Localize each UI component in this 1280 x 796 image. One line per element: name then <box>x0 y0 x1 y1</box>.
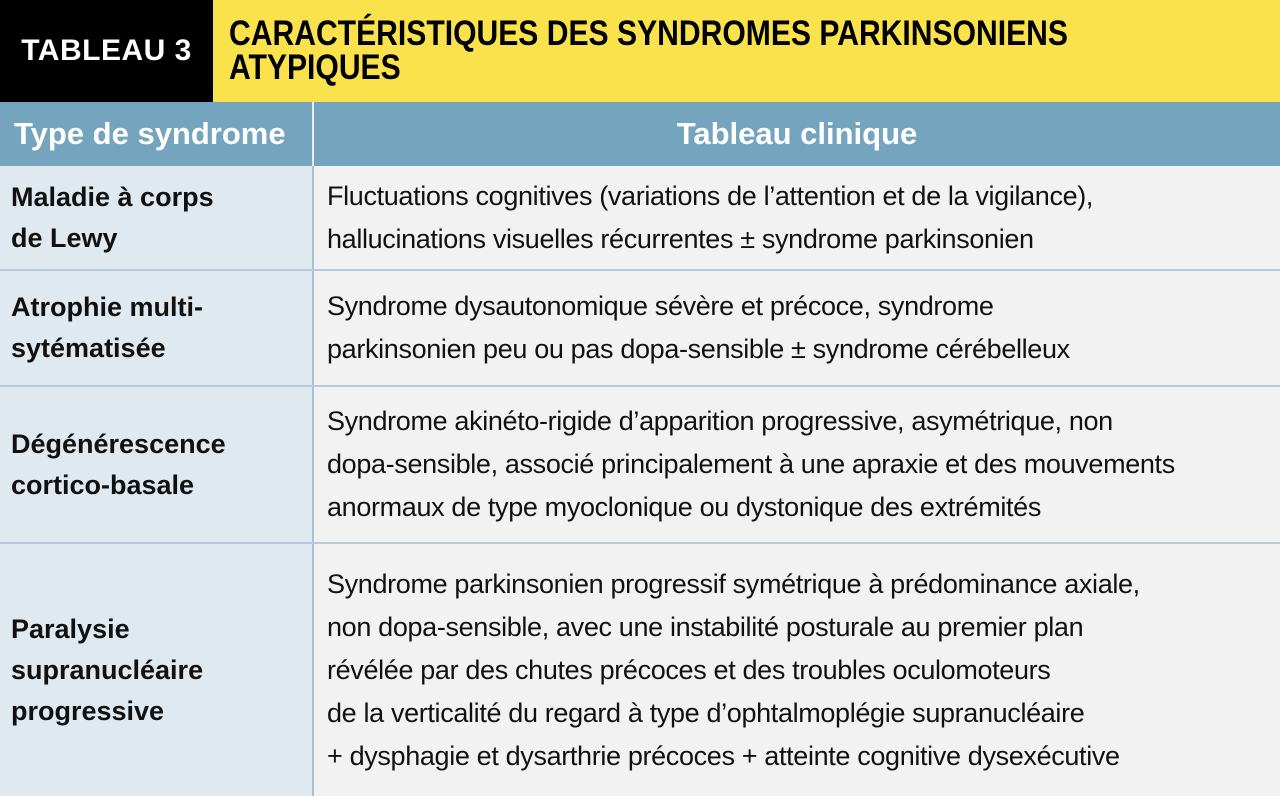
clinical-line: + dysphagie et dysarthrie précoces + atteinte cognitive dysexécutive <box>327 740 1120 771</box>
syndrome-type-line: Paralysie <box>11 613 130 644</box>
table-number-tag: TABLEAU 3 <box>0 0 213 102</box>
clinical-description-cell <box>313 166 1280 270</box>
clinical-description-cell <box>313 386 1280 543</box>
syndrome-type-cell <box>0 543 313 796</box>
syndrome-type-line: Dégénérescence <box>11 428 226 459</box>
syndrome-type-cell <box>0 386 313 543</box>
clinical-line: de la verticalité du regard à type d’ophtalmoplégie supranucléaire <box>327 697 1085 728</box>
table-row <box>0 166 1280 270</box>
table-title <box>229 14 1068 87</box>
table-row <box>0 270 1280 386</box>
clinical-line: Syndrome parkinsonien progressif symétrique à prédominance axiale, <box>327 568 1140 599</box>
clinical-line: Syndrome akinéto-rigide d’apparition progressive, asymétrique, non <box>327 406 1113 436</box>
syndrome-type-line: cortico-basale <box>11 469 195 500</box>
table-row <box>0 386 1280 543</box>
syndrome-type-line: Maladie à corps <box>11 181 214 212</box>
title-line-2: ATYPIQUES <box>229 48 401 87</box>
clinical-line: dopa-sensible, associé principalement à une apraxie et des mouvements <box>327 449 1175 479</box>
syndrome-type-cell <box>0 166 313 270</box>
clinical-line: hallucinations visuelles récurrentes ± syndrome parkinsonien <box>327 223 1034 254</box>
table-row <box>0 543 1280 796</box>
title-line-1: CARACTÉRISTIQUES DES SYNDROMES PARKINSONIENS <box>229 14 1068 53</box>
syndrome-type-line: sytématisée <box>11 333 166 363</box>
clinical-line: non dopa-sensible, avec une instabilité posturale au premier plan <box>327 611 1084 642</box>
column-header-clinical: Tableau clinique <box>313 102 1280 166</box>
syndrome-type-line: progressive <box>11 695 165 726</box>
clinical-description-cell <box>313 270 1280 386</box>
syndrome-type-line: supranucléaire <box>11 654 204 685</box>
column-header-row <box>0 102 1280 166</box>
title-box <box>213 0 1280 102</box>
syndrome-type-line: Atrophie multi- <box>11 292 203 322</box>
syndrome-type-cell <box>0 270 313 386</box>
clinical-line: Syndrome dysautonomique sévère et précoce, syndrome <box>327 291 994 321</box>
table-header-banner <box>0 0 1280 102</box>
clinical-line: révélée par des chutes précoces et des troubles oculomoteurs <box>327 654 1051 685</box>
clinical-line: Fluctuations cognitives (variations de l’attention et de la vigilance), <box>327 180 1094 211</box>
clinical-line: parkinsonien peu ou pas dopa-sensible ± syndrome cérébelleux <box>327 334 1070 364</box>
column-header-type: Type de syndrome <box>0 102 313 166</box>
syndromes-table <box>0 102 1280 796</box>
syndrome-type-line: de Lewy <box>11 222 118 253</box>
clinical-description-cell <box>313 543 1280 796</box>
clinical-line: anormaux de type myoclonique ou dystonique des extrémités <box>327 492 1041 522</box>
